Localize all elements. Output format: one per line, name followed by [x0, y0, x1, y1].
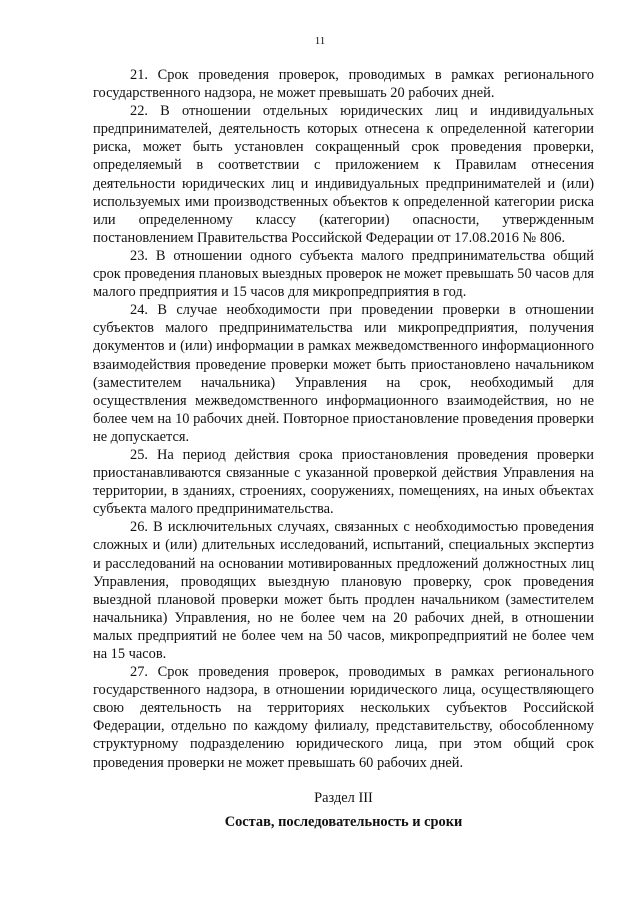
paragraph-25: 25. На период действия срока приостановления проведения проверки приостанавливаются связанные с указанной проверкой действия Управления на территории, в зданиях, строениях, сооружениях, помещениях, на иных объектах субъекта малого предпринимательства.: [93, 446, 594, 518]
paragraph-22: 22. В отношении отдельных юридических лиц и индивидуальных предпринимателей, деятельность которых отнесена к определенной категории риска, может быть установлен сокращенный срок проведения проверки, определяемый в соответствии с приложением к Правилам отнесения деятельности юридических лиц и индивидуальных предпринимателей и (или) используемых ими производственных объектов к определенной категории риска или определенному классу (категории) опасности, утвержденным постановлением Правительства Российской Федерации от 17.08.2016 № 806.: [93, 103, 594, 246]
section-heading: [93, 789, 594, 831]
section-title: Состав, последовательность и сроки: [224, 814, 463, 830]
paragraph-23: 23. В отношении одного субъекта малого предпринимательства общий срок проведения плановых выездных проверок не может превышать 50 часов для малого предприятия и 15 часов для микропредприятия в год.: [93, 247, 594, 301]
paragraph-26: 26. В исключительных случаях, связанных с необходимостью проведения сложных и (или) длительных исследований, испытаний, специальных экспертиз и расследований на основании мотивированных предложений должностных лиц Управления, проводящих выездную плановую проверку, срок проведения выездной плановой проверки может быть продлен начальником (заместителем начальника) Управления, но не более чем на 20 рабочих дней, в отношении малых предприятий не более чем на 50 часов, микропредприятий не более чем на 15 часов.: [93, 519, 594, 662]
paragraph-21: 21. Срок проведения проверок, проводимых в рамках регионального государственного надзора, не может превышать 20 рабочих дней.: [93, 67, 594, 102]
paragraph-27: 27. Срок проведения проверок, проводимых в рамках регионального государственного надзора, в отношении юридического лица, осуществляющего свою деятельность на территориях нескольких субъектов Российской Федерации, отдельно по каждому филиалу, представительству, обособленному структурному подразделению юридического лица, при этом общий срок проведения проверки не может превышать 60 рабочих дней.: [93, 664, 594, 771]
paragraph-24: 24. В случае необходимости при проведении проверки в отношении субъектов малого предпринимательства или микропредприятия, получения документов и (или) информации в рамках межведомственного информационного взаимодействия проведение проверки может быть приостановлено начальником (заместителем начальника) Управления на срок, необходимый для осуществления межведомственного информационного взаимодействия, но не более чем на 10 рабочих дней. Повторное приостановление проведения проверки не допускается.: [93, 302, 594, 445]
document-body: [93, 66, 594, 772]
section-label: Раздел III: [314, 790, 373, 806]
page-number: 11: [314, 35, 326, 47]
